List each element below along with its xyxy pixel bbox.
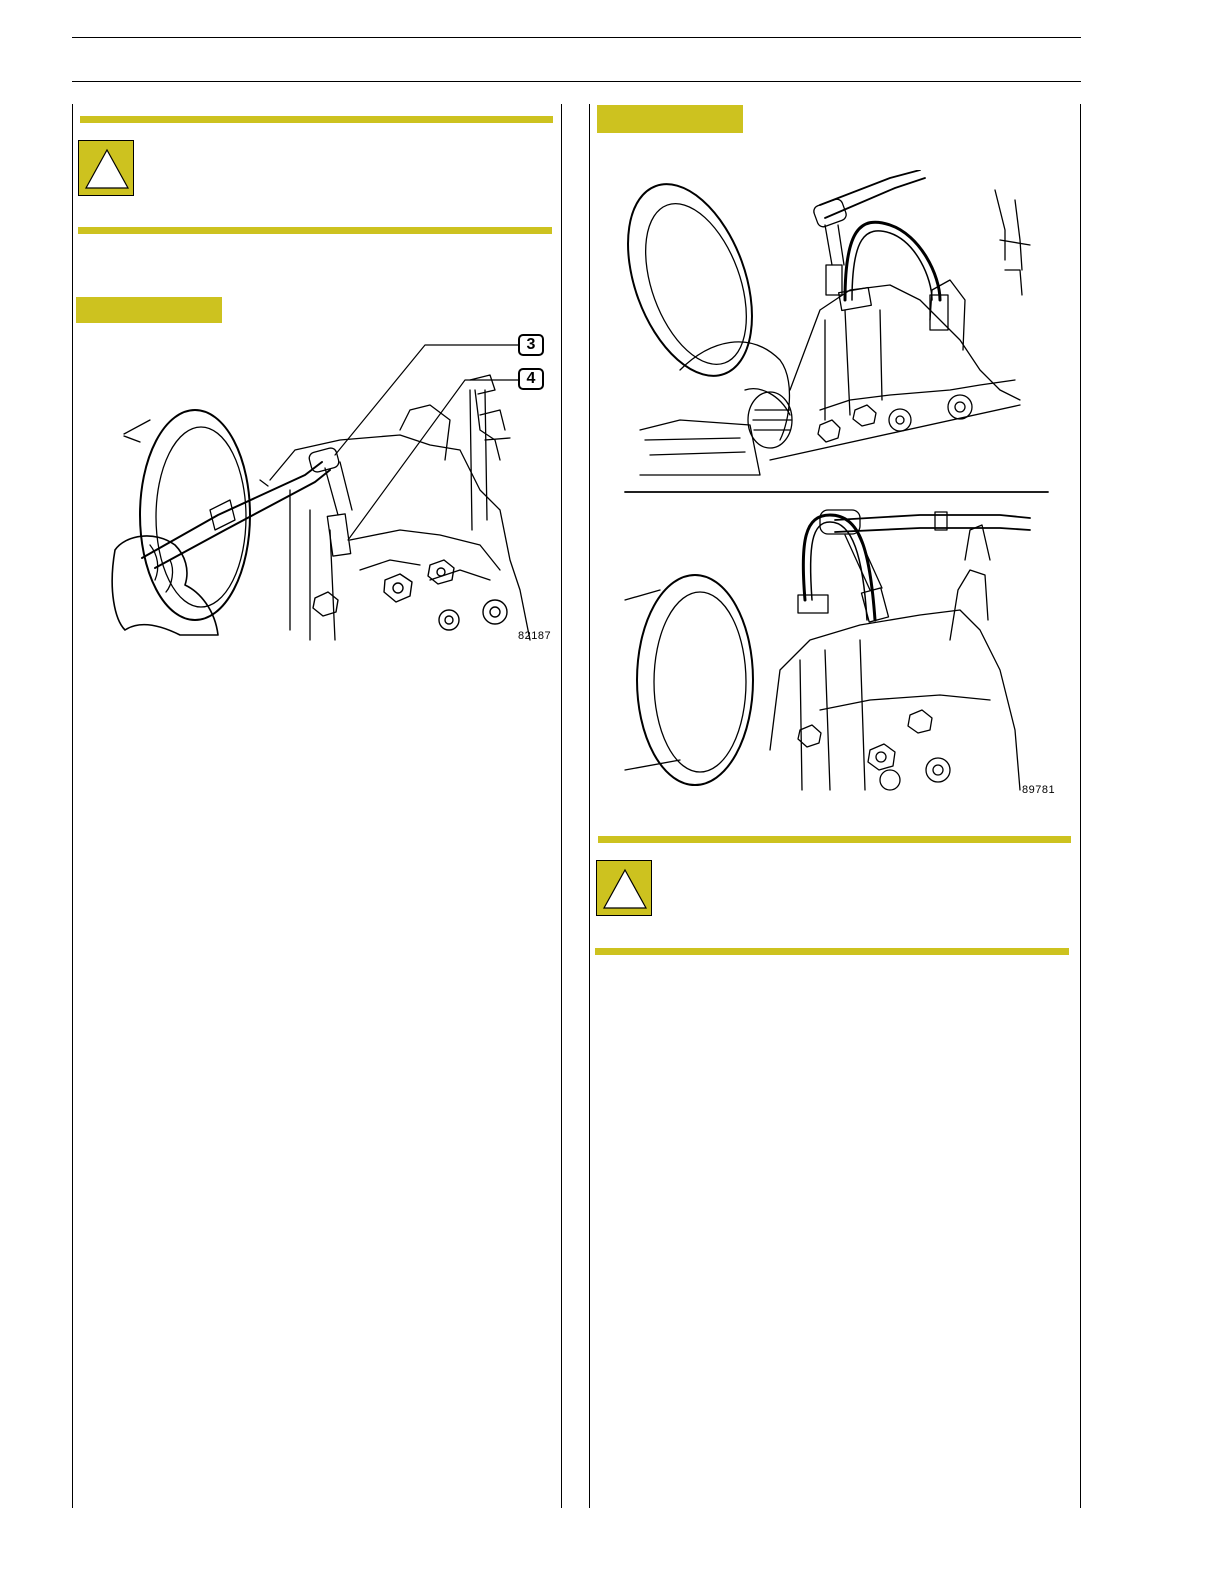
- figure-number-89781: 89781: [1022, 784, 1056, 796]
- warning-bar-bottom: [78, 227, 552, 234]
- column-rule-left: [72, 104, 73, 1508]
- callout-4: 4: [518, 368, 544, 390]
- upper-panel: [620, 170, 1030, 475]
- column-rule-mid-b: [589, 104, 590, 1508]
- column-rule-mid-a: [561, 104, 562, 1508]
- column-rule-right: [1080, 104, 1081, 1508]
- figure-82187: [100, 330, 560, 650]
- figure-number-82187: 82187: [518, 630, 552, 642]
- figure-89781: [620, 170, 1060, 810]
- header-rule-top: [72, 37, 1081, 38]
- warning-bar-bottom-right: [595, 948, 1069, 955]
- warning-triangle-icon: [79, 141, 135, 197]
- callout-3: 3: [518, 334, 544, 356]
- section-header-tab-left: [76, 297, 222, 323]
- section-header-tab-right: [597, 105, 743, 133]
- lower-panel: [625, 510, 1030, 790]
- warning-triangle-icon: [597, 861, 653, 917]
- figure-82187-illustration: [100, 330, 560, 650]
- figure-89781-illustration: [620, 170, 1060, 810]
- warning-box: [78, 140, 134, 196]
- header-rule-bottom: [72, 81, 1081, 82]
- warning-bar-top: [80, 116, 553, 123]
- warning-bar-top-right: [598, 836, 1071, 843]
- warning-box-right: [596, 860, 652, 916]
- nut-group: [313, 560, 507, 630]
